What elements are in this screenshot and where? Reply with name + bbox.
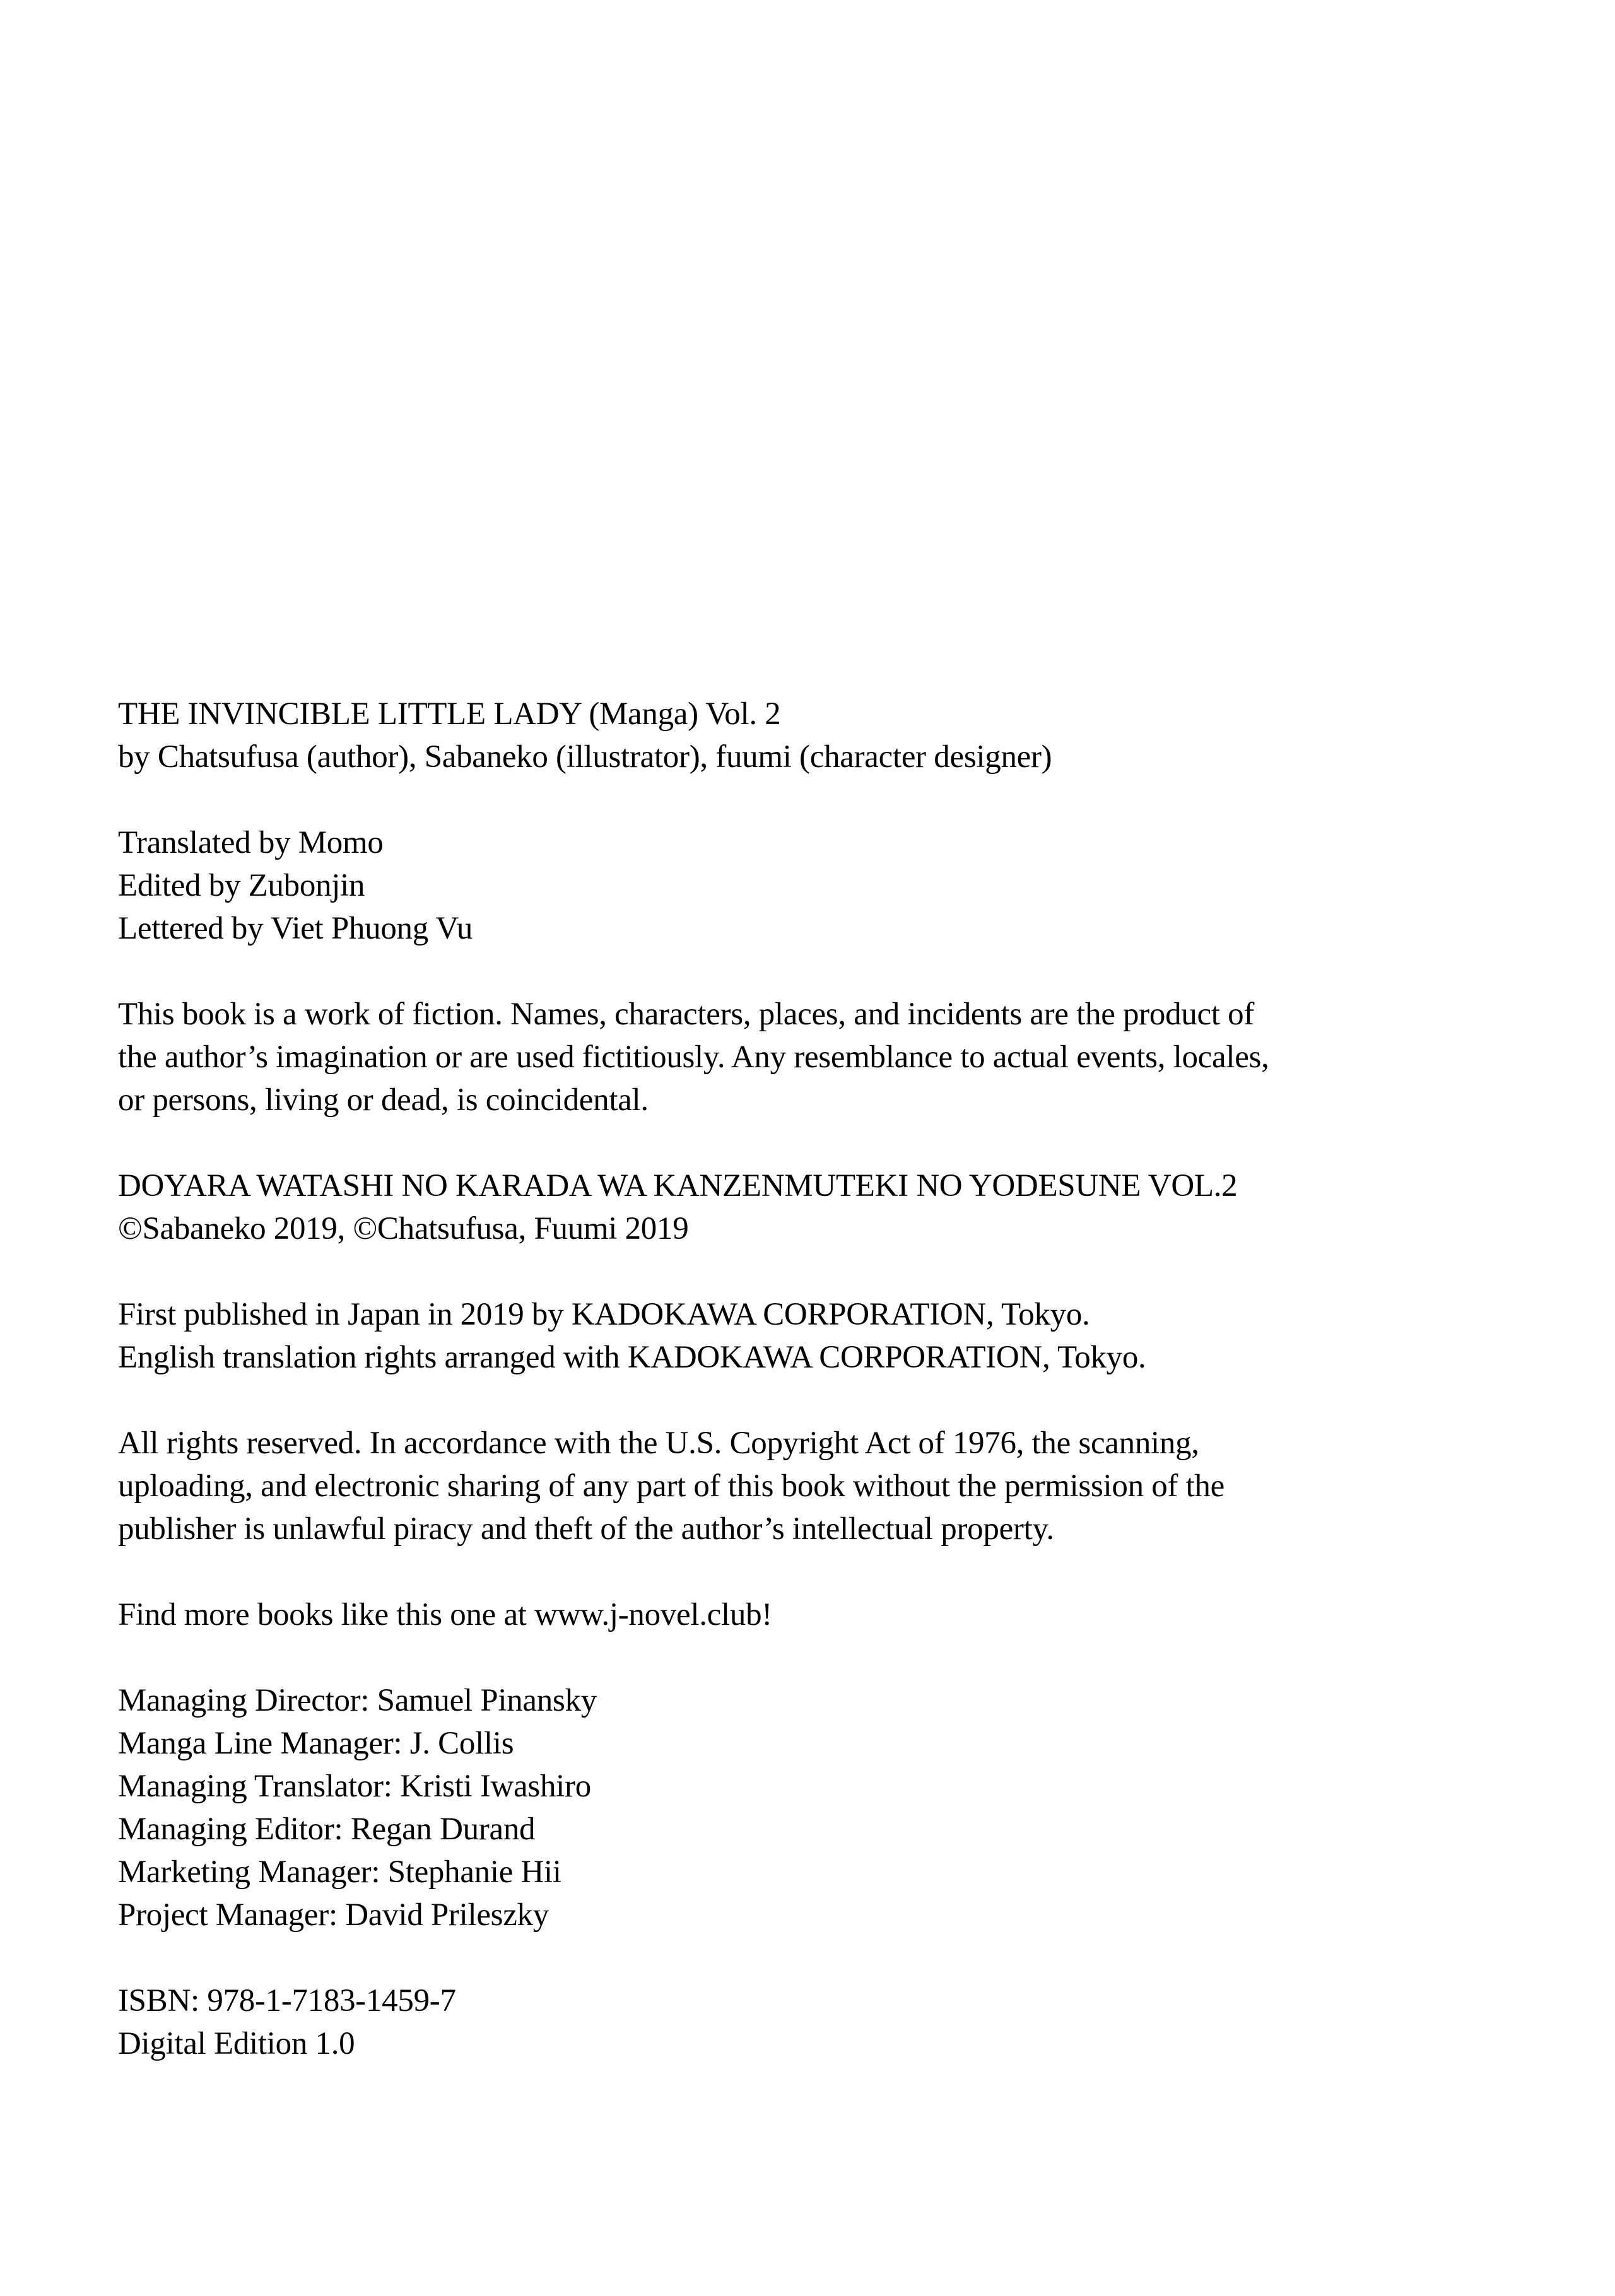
translation-rights-line: English translation rights arranged with KADOKAWA CORPORATION, Tokyo. [118,1340,1146,1375]
staff-managing-editor: Managing Editor: Regan Durand [118,1812,536,1847]
rights-notice [118,1422,1500,1550]
colophon-text-block [118,693,1500,2065]
copyright-notice: ©Sabaneko 2019, ©Chatsufusa, Fuumi 2019 [118,1211,689,1246]
translator-credit: Translated by Momo [118,825,384,860]
editor-credit: Edited by Zubonjin [118,868,365,903]
staff-managing-director: Managing Director: Samuel Pinansky [118,1683,597,1718]
edition-block [118,1979,1500,2065]
rights-notice-line-3: publisher is unlawful piracy and theft of the author’s intellectual property. [118,1511,1054,1547]
isbn-line: ISBN: 978-1-7183-1459-7 [118,1983,456,2018]
letterer-credit: Lettered by Viet Phuong Vu [118,911,473,946]
fiction-disclaimer-line-3: or persons, living or dead, is coincidental. [118,1082,649,1118]
promo-line: Find more books like this one at www.j-novel.club! [118,1597,772,1632]
localization-credits [118,821,1500,950]
original-edition-block [118,1164,1500,1250]
fiction-disclaimer-line-1: This book is a work of fiction. Names, characters, places, and incidents are the product of [118,997,1255,1032]
staff-marketing-manager: Marketing Manager: Stephanie Hii [118,1854,561,1890]
book-title: THE INVINCIBLE LITTLE LADY (Manga) Vol. 2 [118,696,781,732]
staff-credits [118,1679,1500,1936]
staff-managing-translator: Managing Translator: Kristi Iwashiro [118,1769,591,1804]
fiction-disclaimer [118,993,1500,1122]
title-block [118,693,1500,778]
staff-project-manager: Project Manager: David Prileszky [118,1897,549,1933]
promo-block [118,1593,1500,1636]
rights-notice-line-2: uploading, and electronic sharing of any part of this book without the permission of the [118,1468,1224,1504]
edition-line: Digital Edition 1.0 [118,2026,355,2061]
rights-notice-line-1: All rights reserved. In accordance with the U.S. Copyright Act of 1976, the scanning, [118,1426,1199,1461]
staff-manga-line-manager: Manga Line Manager: J. Collis [118,1726,514,1761]
publication-block [118,1293,1500,1379]
book-byline: by Chatsufusa (author), Sabaneko (illustrator), fuumi (character designer) [118,739,1052,775]
first-published-line: First published in Japan in 2019 by KADOKAWA CORPORATION, Tokyo. [118,1297,1090,1332]
fiction-disclaimer-line-2: the author’s imagination or are used fictitiously. Any resemblance to actual events, locales, [118,1040,1269,1075]
japanese-title: DOYARA WATASHI NO KARADA WA KANZENMUTEKI NO YODESUNE VOL.2 [118,1168,1238,1204]
